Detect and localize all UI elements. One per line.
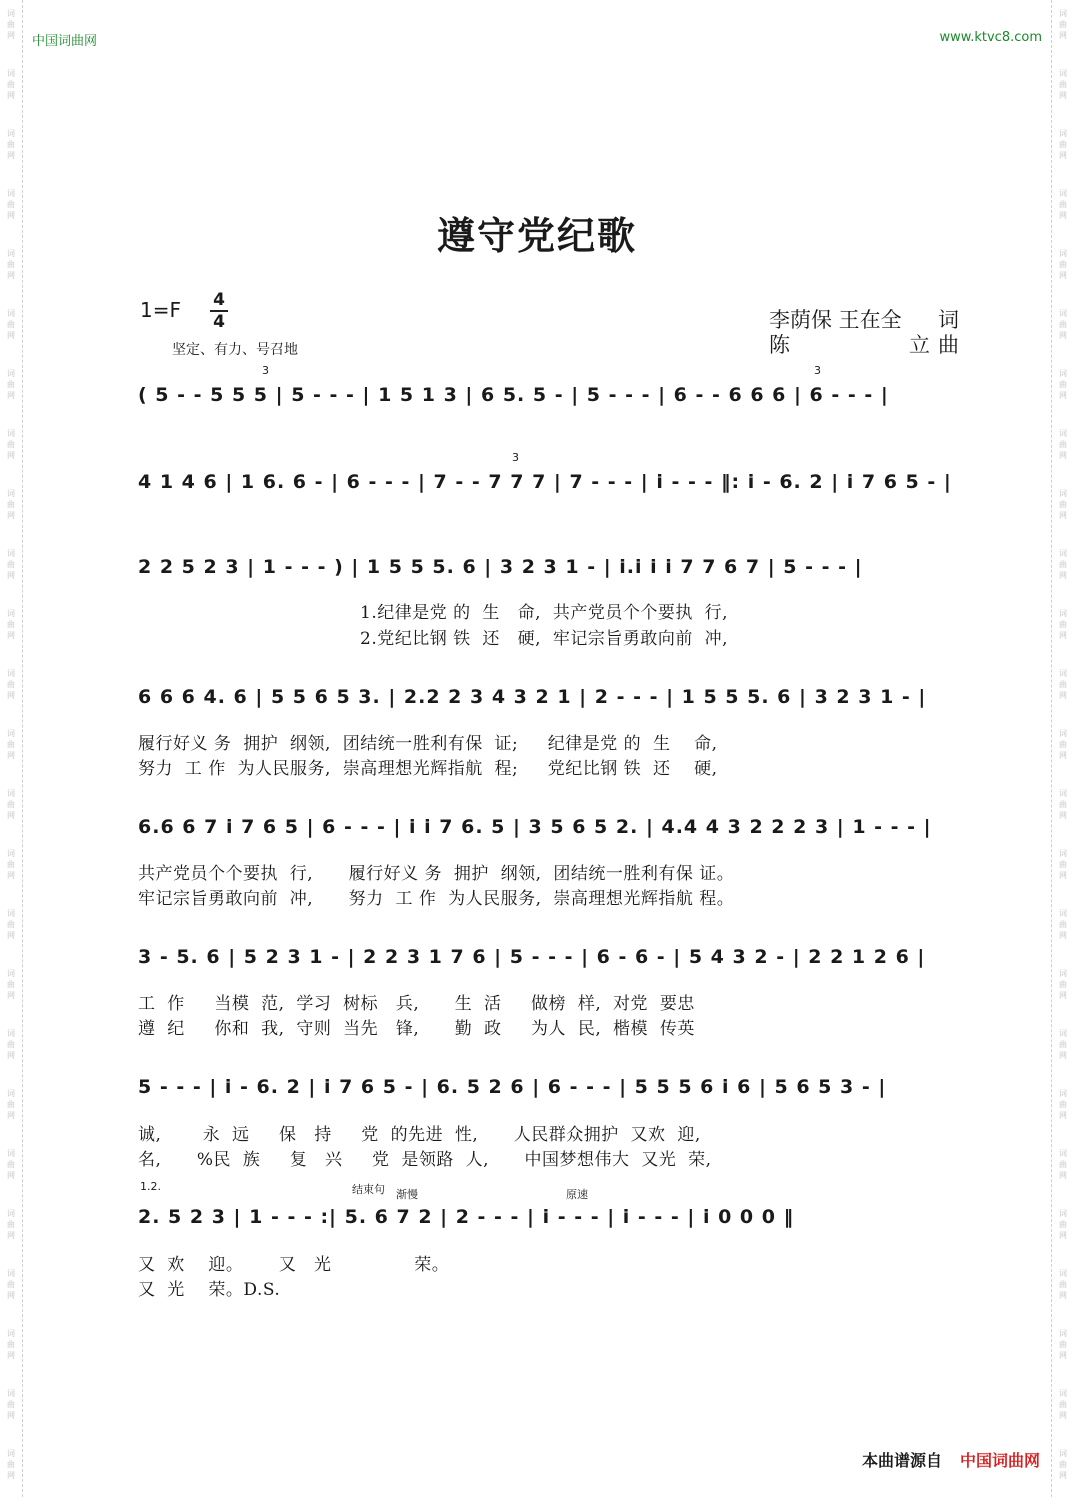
lyric-verse2-line7: 名, %民 族 复 兴 党 是领路 人, 中国梦想伟大 又光 荣, <box>138 1150 712 1170</box>
lyric-verse1-line3: 1.纪律是党 的 生 命, 共产党员个个要执 行, <box>360 603 729 623</box>
volta-bracket: 1.2. <box>140 1180 161 1193</box>
lyric-verse2-line3: 2.党纪比钢 铁 还 硬, 牢记宗旨勇敢向前 冲, <box>360 629 729 649</box>
lyric-verse2-line5: 牢记宗旨勇敢向前 冲, 努力 工 作 为人民服务, 崇高理想光辉指航 程。 <box>138 889 735 909</box>
watermark-text: 词 曲 网 <box>7 1149 15 1180</box>
watermark-text: 词 曲 网 <box>7 429 15 460</box>
watermark-text: 词 曲 网 <box>1059 669 1067 700</box>
lyric-verse1-line8: 又 欢 迎。 又 光 荣。 <box>138 1255 450 1275</box>
ending-phrase-mark: 结束句 <box>352 1183 385 1196</box>
lyric-verse2-line8: 又 光 荣。D.S. <box>138 1280 281 1300</box>
watermark-text: 词 曲 网 <box>1059 1089 1067 1120</box>
watermark-text: 词 曲 网 <box>1059 249 1067 280</box>
watermark-text: 词 曲 网 <box>7 489 15 520</box>
staff-system-1 <box>138 378 964 416</box>
watermark-text: 词 曲 网 <box>7 609 15 640</box>
watermark-text: 词 曲 网 <box>7 1449 15 1480</box>
source-footer <box>862 1448 1040 1471</box>
time-sig-bottom: 4 <box>213 312 225 332</box>
lyric-verse2-line4: 努力 工 作 为人民服务, 崇高理想光辉指航 程; 党纪比钢 铁 还 硬, <box>138 759 718 779</box>
watermark-text: 词 曲 网 <box>1059 69 1067 100</box>
staff-system-8 <box>138 1200 964 1238</box>
watermark-text: 词 曲 网 <box>1059 129 1067 160</box>
watermark-text: 词 曲 网 <box>1059 1329 1067 1360</box>
lyric-verse2-line6: 遵 纪 你和 我, 守则 当先 锋, 勤 政 为人 民, 楷模 传英 <box>138 1019 695 1039</box>
watermark-text: 词 曲 网 <box>1059 189 1067 220</box>
composer-surname: 陈 <box>769 333 790 357</box>
a-tempo-mark: 原速 <box>566 1188 588 1201</box>
notation-line-6: 3 - 5. 6 | 5 2 3 1 - | 2 2 3 1 7 6 | 5 - - - | 6 - 6 - | 5 4 3 2 - | 2 2 1 2 6 | <box>138 946 926 968</box>
staff-system-7 <box>138 1070 964 1108</box>
watermark-text: 词 曲 网 <box>1059 969 1067 1000</box>
triplet-mark: 3 <box>512 451 519 464</box>
site-name-left: 中国词曲网 <box>32 34 98 49</box>
song-title: 遵守党纪歌 <box>436 213 637 258</box>
lyric-label: 词 <box>938 308 959 332</box>
lyric-verse1-line5: 共产党员个个要执 行, 履行好义 务 拥护 纲领, 团结统一胜利有保 证。 <box>138 864 735 884</box>
watermark-text: 词 曲 网 <box>1059 609 1067 640</box>
watermark-text: 词 曲 网 <box>7 1329 15 1360</box>
watermark-text: 词 曲 网 <box>7 69 15 100</box>
composer-row <box>769 333 959 358</box>
watermark-text: 词 曲 网 <box>1059 369 1067 400</box>
notation-line-3: 2 2 5 2 3 | 1 - - - ) | 1 5 5 5. 6 | 3 2 3 1 - | i.i i i 7 7 6 7 | 5 - - - | <box>138 556 863 578</box>
watermark-text: 词 曲 网 <box>7 129 15 160</box>
watermark-text: 词 曲 网 <box>7 9 15 40</box>
watermark-text: 词 曲 网 <box>7 309 15 340</box>
watermark-text: 词 曲 网 <box>7 1089 15 1120</box>
ritardando-mark: 渐慢 <box>396 1188 418 1201</box>
watermark-text: 词 曲 网 <box>1059 1269 1067 1300</box>
watermark-text: 词 曲 网 <box>1059 1389 1067 1420</box>
staff-system-2 <box>138 465 964 503</box>
time-sig-top: 4 <box>213 290 225 310</box>
watermark-text: 词 曲 网 <box>1059 789 1067 820</box>
watermark-text: 词 曲 网 <box>1059 489 1067 520</box>
watermark-text: 词 曲 网 <box>7 549 15 580</box>
watermark-text: 词 曲 网 <box>1059 1209 1067 1240</box>
watermark-text: 词 曲 网 <box>7 189 15 220</box>
watermark-text: 词 曲 网 <box>1059 729 1067 760</box>
watermark-text: 词 曲 网 <box>7 369 15 400</box>
notation-line-7: 5 - - - | i - 6. 2 | i 7 6 5 - | 6. 5 2 6 | 6 - - - | 5 5 5 6 i 6 | 5 6 5 3 - | <box>138 1076 887 1098</box>
watermark-text: 词 曲 网 <box>7 249 15 280</box>
watermark-text: 词 曲 网 <box>7 909 15 940</box>
triplet-mark: 3 <box>262 364 269 377</box>
watermark-text: 词 曲 网 <box>1059 549 1067 580</box>
staff-system-6 <box>138 940 964 978</box>
notation-line-5: 6.6 6 7 i 7 6 5 | 6 - - - | i i 7 6. 5 | 3 5 6 5 2. | 4.4 4 3 2 2 2 3 | 1 - - - | <box>138 816 932 838</box>
triplet-mark: 3 <box>814 364 821 377</box>
time-signature <box>210 290 228 332</box>
staff-system-5 <box>138 810 964 848</box>
watermark-text: 词 曲 网 <box>1059 1449 1067 1480</box>
notation-line-1: ( 5 - - 5 5 5 | 5 - - - | 1 5 1 3 | 6 5. 5 - | 5 - - - | 6 - - 6 6 6 | 6 - - - | <box>138 384 889 406</box>
watermark-text: 词 曲 网 <box>1059 9 1067 40</box>
site-url-right: www.ktvc8.com <box>939 30 1042 45</box>
watermark-text: 词 曲 网 <box>7 1389 15 1420</box>
watermark-text: 词 曲 网 <box>7 1029 15 1060</box>
tempo-marking: 坚定、有力、号召地 <box>172 342 298 358</box>
lyricist-row <box>769 308 959 333</box>
staff-system-3 <box>138 550 964 588</box>
watermark-text: 词 曲 网 <box>1059 909 1067 940</box>
notation-line-8: 2. 5 2 3 | 1 - - - :| 5. 6 7 2 | 2 - - - | i - - - | i - - - | i 0 0 0 ‖ <box>138 1206 795 1228</box>
lyric-verse1-line4: 履行好义 务 拥护 纲领, 团结统一胜利有保 证; 纪律是党 的 生 命, <box>138 734 718 754</box>
key-signature: 1=F <box>140 298 181 322</box>
watermark-text: 词 曲 网 <box>7 729 15 760</box>
notation-line-4: 6 6 6 4. 6 | 5 5 6 5 3. | 2.2 2 3 4 3 2 1 | 2 - - - | 1 5 5 5. 6 | 3 2 3 1 - | <box>138 686 927 708</box>
watermark-text: 词 曲 网 <box>7 1269 15 1300</box>
lyric-verse1-line7: 诚, 永 远 保 持 党 的先进 性, 人民群众拥护 又欢 迎, <box>138 1125 701 1145</box>
lyricists: 李荫保 王在全 <box>769 308 902 332</box>
watermark-text: 词 曲 网 <box>7 969 15 1000</box>
footer-brand: 中国词曲网 <box>959 1451 1040 1470</box>
watermark-text: 词 曲 网 <box>7 789 15 820</box>
watermark-text: 词 曲 网 <box>1059 849 1067 880</box>
watermark-text: 词 曲 网 <box>1059 1149 1067 1180</box>
watermark-text: 词 曲 网 <box>1059 429 1067 460</box>
staff-system-4 <box>138 680 964 718</box>
footer-text: 本曲谱源自 <box>861 1451 942 1470</box>
watermark-text: 词 曲 网 <box>1059 1029 1067 1060</box>
watermark-text: 词 曲 网 <box>7 1209 15 1240</box>
composer-given: 立 <box>909 333 930 357</box>
lyric-verse1-line6: 工 作 当模 范, 学习 树标 兵, 生 活 做榜 样, 对党 要忠 <box>138 994 695 1014</box>
watermark-text: 词 曲 网 <box>7 669 15 700</box>
credits <box>769 308 959 358</box>
compose-label: 曲 <box>938 333 959 357</box>
watermark-text: 词 曲 网 <box>1059 309 1067 340</box>
notation-line-2: 4 1 4 6 | 1 6. 6 - | 6 - - - | 7 - - 7 7 7 | 7 - - - | i - - - ‖: i - 6. 2 | i 7 6 5 - | <box>138 471 952 493</box>
watermark-text: 词 曲 网 <box>7 849 15 880</box>
